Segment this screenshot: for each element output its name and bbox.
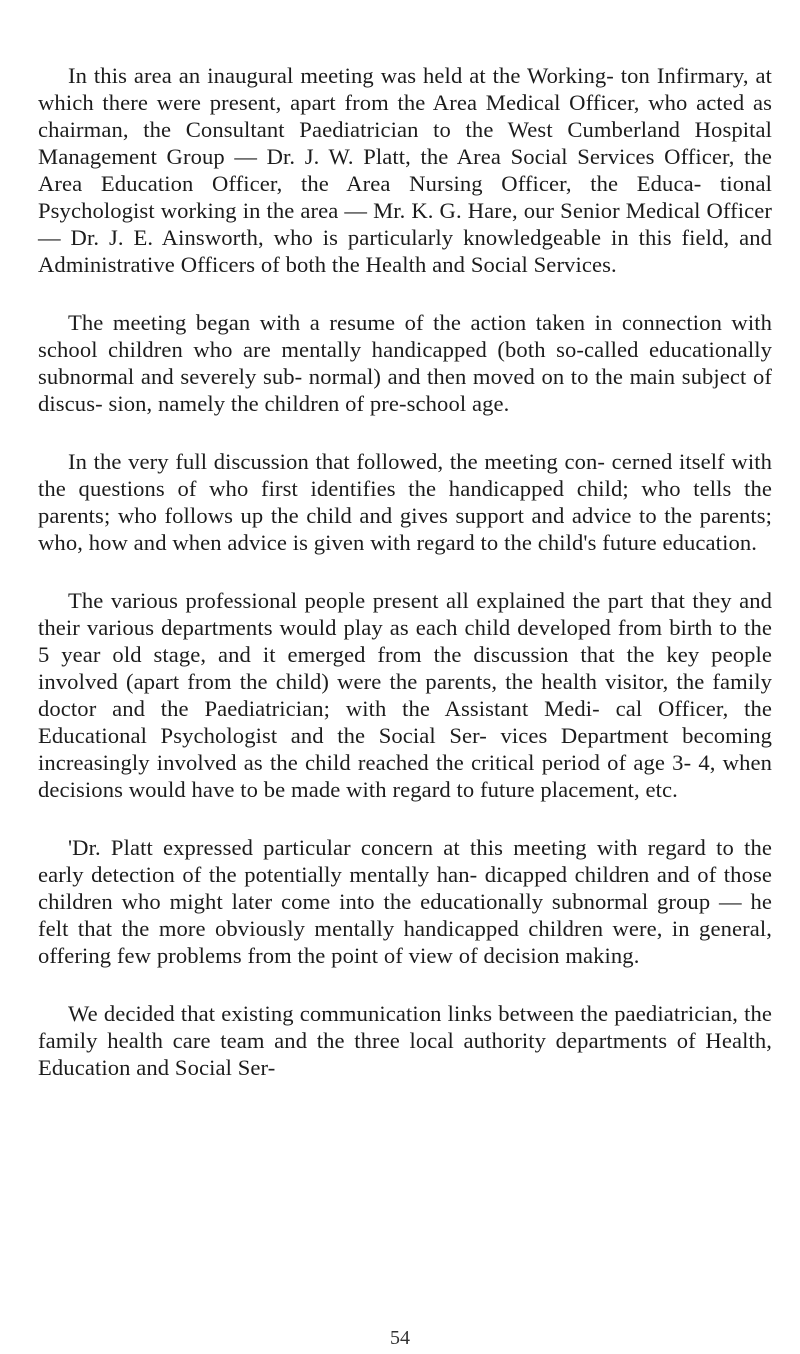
paragraph-professional-people: The various professional people present all explained the part that they and their various departments would play as each child developed from birth to the 5 year old stage, and it emerged from the discussion that the key people involved (apart from the child) were the parents, the health visitor, the family doctor and the Paediatrician; with the Assistant Medi- cal Officer, the Educational Psychologist and the Social Ser- vices Department becoming increasingly involved as the child reached the critical period of age 3- 4, when decisions would have to be made with regard to future placement, etc. (38, 588, 772, 802)
paragraph-communication-links: We decided that existing communication links between the paediatrician, the family health care team and the three local authority departments of Health, Education and Social Ser- (38, 1001, 772, 1080)
paragraph-inaugural-meeting: In this area an inaugural meeting was held at the Working- ton Infirmary, at which there were present, apart from the Area Medical Officer, who acted as chairman, the Consultant Paediatrician to the West Cumberland Hospital Management Group — Dr. J. W. Platt, the Area Social Services Officer, the Area Education Officer, the Area Nursing Officer, the Educa- tional Psychologist working in the area — Mr. K. G. Hare, our Senior Medical Officer — Dr. J. E. Ainsworth, who is particularly knowledgeable in this field, and Administrative Officers of both the Health and Social Services. (38, 63, 772, 277)
paragraph-meeting-began: The meeting began with a resume of the action taken in connection with school children who are mentally handicapped (both so-called educationally subnormal and severely sub- normal) and then moved on to the main subject of discus- sion, namely the children of pre-school age. (38, 310, 772, 416)
page-number: 54 (390, 1327, 410, 1349)
paragraph-full-discussion: In the very full discussion that followed, the meeting con- cerned itself with the questions of who first identifies the handicapped child; who tells the parents; who follows up the child and gives support and advice to the parents; who, how and when advice is given with regard to the child's future education. (38, 449, 772, 555)
page-body (38, 62, 772, 1081)
paragraph-dr-platt-concern: 'Dr. Platt expressed particular concern at this meeting with regard to the early detection of the potentially mentally han- dicapped children and of those children who might later come into the educationally subnormal group — he felt that the more obviously mentally handicapped children were, in general, offering few problems from the point of view of decision making. (38, 835, 772, 968)
